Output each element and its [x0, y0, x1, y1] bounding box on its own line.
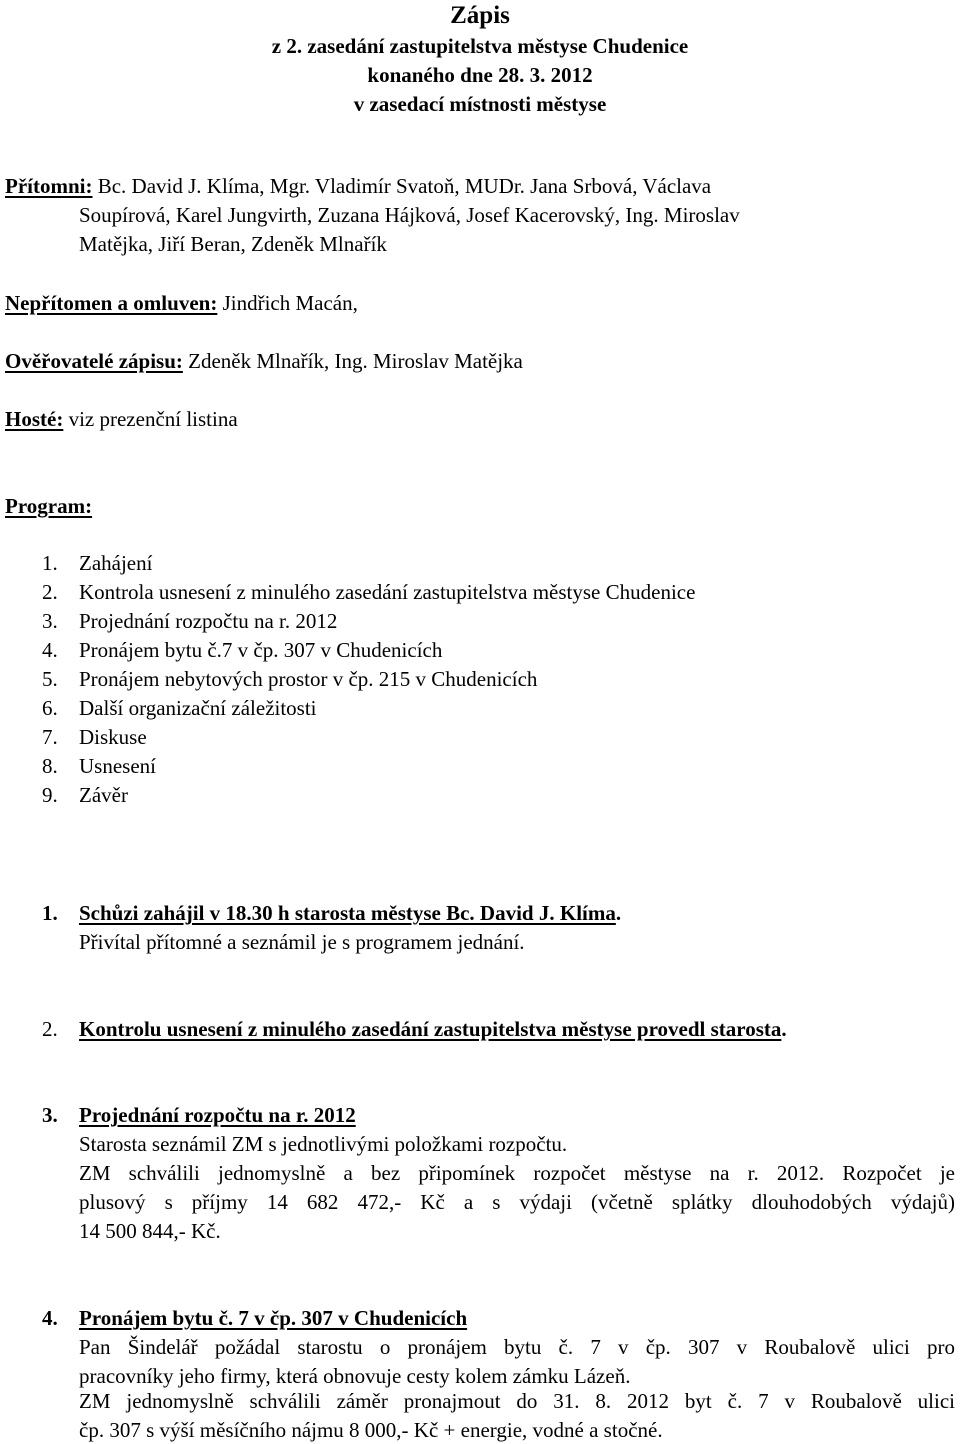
- program-item: Pronájem bytu č.7 v čp. 307 v Chudenicích: [79, 638, 443, 662]
- guests-label: Hosté:: [5, 407, 64, 431]
- program-item: Další organizační záležitosti: [79, 696, 317, 720]
- present-names-2: Soupírová, Karel Jungvirth, Zuzana Hájková, Josef Kacerovský, Ing. Miroslav: [79, 203, 740, 227]
- program-item-number: 7.: [42, 725, 58, 749]
- section-4-line-2: pracovníky jeho firmy, která obnovuje cesty kolem zámku Lázeň.: [79, 1364, 631, 1388]
- section-4-line-1: Pan Šindelář požádal starostu o pronájem bytu č. 7 v čp. 307 v Roubalově ulici pro: [79, 1335, 955, 1359]
- program-item: Pronájem nebytových prostor v čp. 215 v Chudenicích: [79, 667, 538, 691]
- verifiers-label: Ověřovatelé zápisu:: [5, 349, 183, 373]
- program-item-number: 1.: [42, 551, 58, 575]
- program-item-number: 5.: [42, 667, 58, 691]
- section-3-heading: Projednání rozpočtu na r. 2012: [79, 1103, 356, 1127]
- section-1-body: Přivítal přítomné a seznámil je s programem jednání.: [79, 930, 525, 954]
- section-4-line-4: čp. 307 s výší měsíčního nájmu 8 000,- Kč + energie, vodné a stočné.: [79, 1418, 663, 1442]
- program-label: Program:: [5, 494, 93, 518]
- section-4-number: 4.: [42, 1306, 58, 1330]
- program-item: Usnesení: [79, 754, 156, 778]
- program-item: Kontrola usnesení z minulého zasedání zastupitelstva městyse Chudenice: [79, 580, 696, 604]
- program-item-number: 2.: [42, 580, 58, 604]
- section-3-number: 3.: [42, 1103, 58, 1127]
- section-1-heading-end: .: [615, 901, 622, 925]
- present-row-1: [5, 176, 711, 197]
- program-item: Zahájení: [79, 551, 153, 575]
- program-item-number: 4.: [42, 638, 58, 662]
- title-line-2: konaného dne 28. 3. 2012: [367, 63, 593, 87]
- absent-row: [5, 293, 358, 314]
- present-names-3: Matějka, Jiří Beran, Zdeněk Mlnařík: [79, 232, 387, 256]
- program-item: Projednání rozpočtu na r. 2012: [79, 609, 338, 633]
- program-item-number: 6.: [42, 696, 58, 720]
- verifiers-names: Zdeněk Mlnařík, Ing. Miroslav Matějka: [188, 349, 523, 373]
- section-3-line-3: plusový s příjmy 14 682 472,- Kč a s výdaji (včetně splátky dlouhodobých výdajů): [79, 1190, 955, 1214]
- title-line-3: v zasedací místnosti městyse: [353, 92, 607, 116]
- section-2-heading-end: .: [781, 1017, 787, 1041]
- section-1-heading-row: [79, 903, 621, 924]
- section-1-number: 1.: [42, 901, 58, 925]
- section-4-line-3: ZM jednomyslně schválili záměr pronajmout do 31. 8. 2012 byt č. 7 v Roubalově ulici: [79, 1389, 955, 1413]
- section-2-heading-row: [79, 1019, 787, 1040]
- section-3-line-1: Starosta seznámil ZM s jednotlivými položkami rozpočtu.: [79, 1132, 568, 1156]
- absent-label: Nepřítomen a omluven:: [5, 291, 218, 315]
- document-title: Zápis: [450, 2, 510, 29]
- program-item-number: 8.: [42, 754, 58, 778]
- program-item: Diskuse: [79, 725, 147, 749]
- program-item-number: 9.: [42, 783, 58, 807]
- verifiers-row: [5, 351, 523, 372]
- section-1-heading: Schůzi zahájil v 18.30 h starosta městyse Bc. David J. Klíma: [79, 901, 616, 925]
- section-2-heading: Kontrolu usnesení z minulého zasedání zastupitelstva městyse provedl starosta: [79, 1017, 782, 1041]
- program-item-number: 3.: [42, 609, 58, 633]
- section-4-heading: Pronájem bytu č. 7 v čp. 307 v Chudenicích: [79, 1306, 468, 1330]
- present-names-1: Bc. David J. Klíma, Mgr. Vladimír Svatoň, MUDr. Jana Srbová, Václava: [97, 174, 712, 198]
- present-label: Přítomni:: [5, 174, 93, 198]
- section-3-line-2: ZM schválili jednomyslně a bez připomínek rozpočet městyse na r. 2012. Rozpočet je: [79, 1161, 955, 1185]
- section-2-number: 2.: [42, 1017, 58, 1041]
- guests-row: [5, 409, 238, 430]
- absent-names: Jindřich Macán,: [222, 291, 358, 315]
- title-line-1: z 2. zasedání zastupitelstva městyse Chudenice: [271, 34, 689, 58]
- guests-value: viz prezenční listina: [68, 407, 238, 431]
- section-3-line-4: 14 500 844,- Kč.: [79, 1219, 221, 1243]
- program-item: Závěr: [79, 783, 128, 807]
